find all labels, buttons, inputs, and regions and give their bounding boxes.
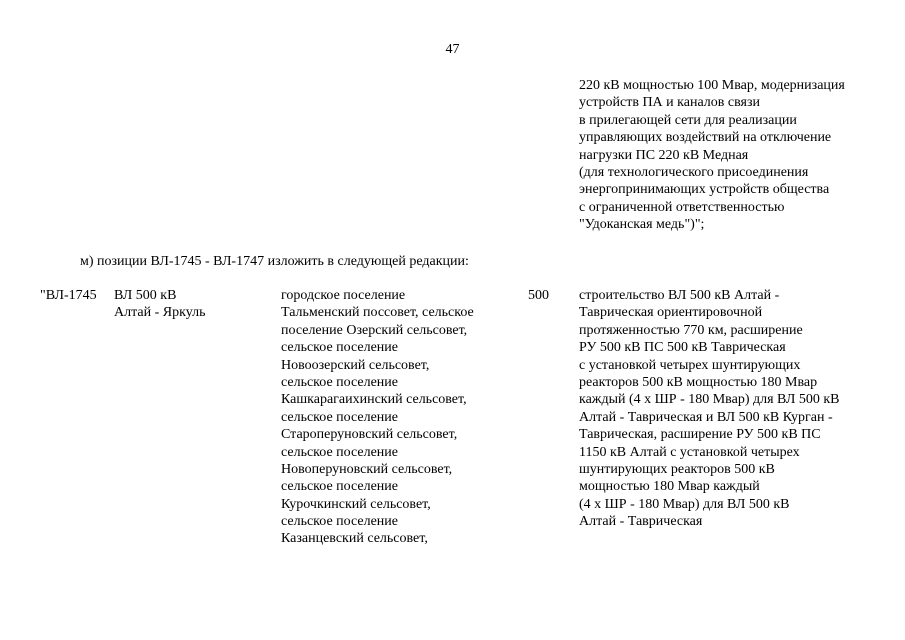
text-line: ВЛ 500 кВ — [114, 288, 177, 303]
entry-line-name — [114, 287, 205, 322]
text-line: 220 кВ мощностью 100 Мвар, модернизация — [579, 78, 845, 93]
text-line: строительство ВЛ 500 кВ Алтай - — [579, 288, 780, 303]
text-line: РУ 500 кВ ПС 500 кВ Таврическая — [579, 340, 786, 356]
text-line: с установкой четырех шунтирующих — [579, 357, 801, 373]
text-line: (4 х ШР - 180 Мвар) для ВЛ 500 кВ — [579, 496, 790, 512]
text-line: поселение Озерский сельсовет, — [281, 322, 468, 338]
text-line: сельское поселение — [281, 444, 398, 460]
text-line: Новоозерский сельсовет, — [281, 357, 430, 373]
entry-territory — [281, 287, 474, 548]
text-line: протяженностью 770 км, расширение — [579, 322, 803, 338]
entry-voltage-value: 500 — [528, 288, 549, 303]
text-line: сельское поселение — [281, 514, 398, 530]
text-line: управляющих воздействий на отключение — [579, 130, 832, 146]
text-line: каждый (4 х ШР - 180 Мвар) для ВЛ 500 кВ — [579, 392, 840, 408]
text-line: Тальменский поссовет, сельское — [281, 305, 474, 321]
text-line: реакторов 500 кВ мощностью 180 Мвар — [579, 374, 818, 390]
text-line: Курочкинский сельсовет, — [281, 496, 431, 512]
text-line: городское поселение — [281, 288, 406, 303]
entry-characteristics — [579, 287, 839, 530]
text-line: Алтай - Таврическая — [579, 514, 703, 530]
page-number: 47 — [445, 42, 460, 57]
text-line: Алтай - Яркуль — [114, 305, 206, 321]
text-line: в прилегающей сети для реализации — [579, 112, 797, 128]
amendment-instruction: м) позиции ВЛ-1745 - ВЛ-1747 изложить в следующей редакции: — [80, 254, 469, 269]
entry-code-text: "ВЛ-1745 — [40, 288, 97, 303]
entry-voltage — [528, 287, 549, 304]
text-line: сельское поселение — [281, 479, 398, 495]
text-line: устройств ПА и каналов связи — [579, 95, 760, 111]
text-line: сельское поселение — [281, 340, 398, 356]
text-line: мощностью 180 Мвар каждый — [579, 479, 760, 495]
entry-code — [40, 287, 97, 304]
text-line: Новоперуновский сельсовет, — [281, 461, 453, 477]
text-line: Кашкарагаихинский сельсовет, — [281, 392, 467, 408]
text-line: шунтирующих реакторов 500 кВ — [579, 461, 775, 477]
text-line: нагрузки ПС 220 кВ Медная — [579, 147, 749, 163]
text-line: Таврическая, расширение РУ 500 кВ ПС — [579, 427, 821, 443]
previous-entry-continuation — [579, 77, 845, 234]
text-line: 1150 кВ Алтай с установкой четырех — [579, 444, 800, 460]
text-line: (для технологического присоединения — [579, 164, 809, 180]
text-line: "Удоканская медь")"; — [579, 217, 705, 233]
text-line: сельское поселение — [281, 409, 398, 425]
text-line: Казанцевский сельсовет, — [281, 531, 428, 547]
text-line: Таврическая ориентировочной — [579, 305, 763, 321]
text-line: сельское поселение — [281, 374, 398, 390]
text-line: энергопринимающих устройств общества — [579, 182, 830, 198]
text-line: Алтай - Таврическая и ВЛ 500 кВ Курган - — [579, 409, 833, 425]
text-line: с ограниченной ответственностью — [579, 199, 785, 215]
text-line: Староперуновский сельсовет, — [281, 427, 458, 443]
